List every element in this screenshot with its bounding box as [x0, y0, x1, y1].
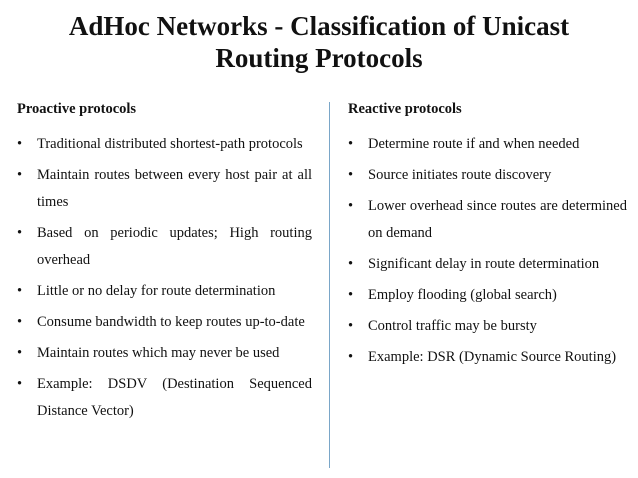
list-item-text: Control traffic may be bursty — [368, 318, 537, 334]
bullet-icon: • — [348, 167, 354, 183]
list-item — [348, 193, 627, 247]
proactive-column — [17, 100, 312, 429]
reactive-column — [348, 100, 627, 375]
list-item — [348, 344, 627, 371]
list-item-text: Example: DSDV (Destination Sequenced Distance Vector) — [37, 376, 312, 419]
title-line-1: AdHoc Networks - Classification of Unicast — [68, 11, 570, 41]
slide-title — [0, 10, 638, 74]
title-line-2: Routing Protocols — [215, 43, 423, 73]
reactive-list — [348, 131, 627, 371]
proactive-heading: Proactive protocols — [17, 101, 137, 117]
list-item — [17, 131, 312, 158]
list-item-text: Determine route if and when needed — [368, 136, 580, 152]
list-item — [348, 313, 627, 340]
list-item — [17, 162, 312, 216]
bullet-icon: • — [17, 167, 23, 183]
bullet-icon: • — [348, 287, 354, 303]
list-item-text: Source initiates route discovery — [368, 167, 552, 183]
bullet-icon: • — [348, 256, 354, 272]
list-item-text: Maintain routes between every host pair at all times — [37, 167, 312, 210]
list-item-text: Little or no delay for route determination — [37, 283, 276, 299]
list-item — [17, 309, 312, 336]
list-item-text: Significant delay in route determination — [368, 256, 600, 272]
bullet-icon: • — [348, 349, 354, 365]
list-item-text: Based on periodic updates; High routing overhead — [37, 225, 312, 268]
bullet-icon: • — [17, 283, 23, 299]
list-item — [348, 162, 627, 189]
list-item-text: Employ flooding (global search) — [368, 287, 557, 303]
list-item — [348, 282, 627, 309]
bullet-icon: • — [348, 198, 354, 214]
list-item-text: Consume bandwidth to keep routes up-to-date — [37, 314, 305, 330]
list-item — [348, 131, 627, 158]
list-item — [17, 340, 312, 367]
reactive-heading: Reactive protocols — [348, 101, 462, 117]
proactive-list — [17, 131, 312, 425]
bullet-icon: • — [348, 136, 354, 152]
bullet-icon: • — [17, 314, 23, 330]
list-item — [17, 278, 312, 305]
list-item-text: Traditional distributed shortest-path protocols — [37, 136, 303, 152]
list-item-text: Maintain routes which may never be used — [37, 345, 280, 361]
bullet-icon: • — [348, 318, 354, 334]
list-item-text: Example: DSR (Dynamic Source Routing) — [368, 349, 617, 365]
list-item — [17, 220, 312, 274]
bullet-icon: • — [17, 376, 23, 392]
column-divider — [329, 102, 330, 468]
bullet-icon: • — [17, 345, 23, 361]
list-item — [17, 371, 312, 425]
list-item — [348, 251, 627, 278]
bullet-icon: • — [17, 136, 23, 152]
list-item-text: Lower overhead since routes are determined on demand — [368, 198, 627, 241]
bullet-icon: • — [17, 225, 23, 241]
